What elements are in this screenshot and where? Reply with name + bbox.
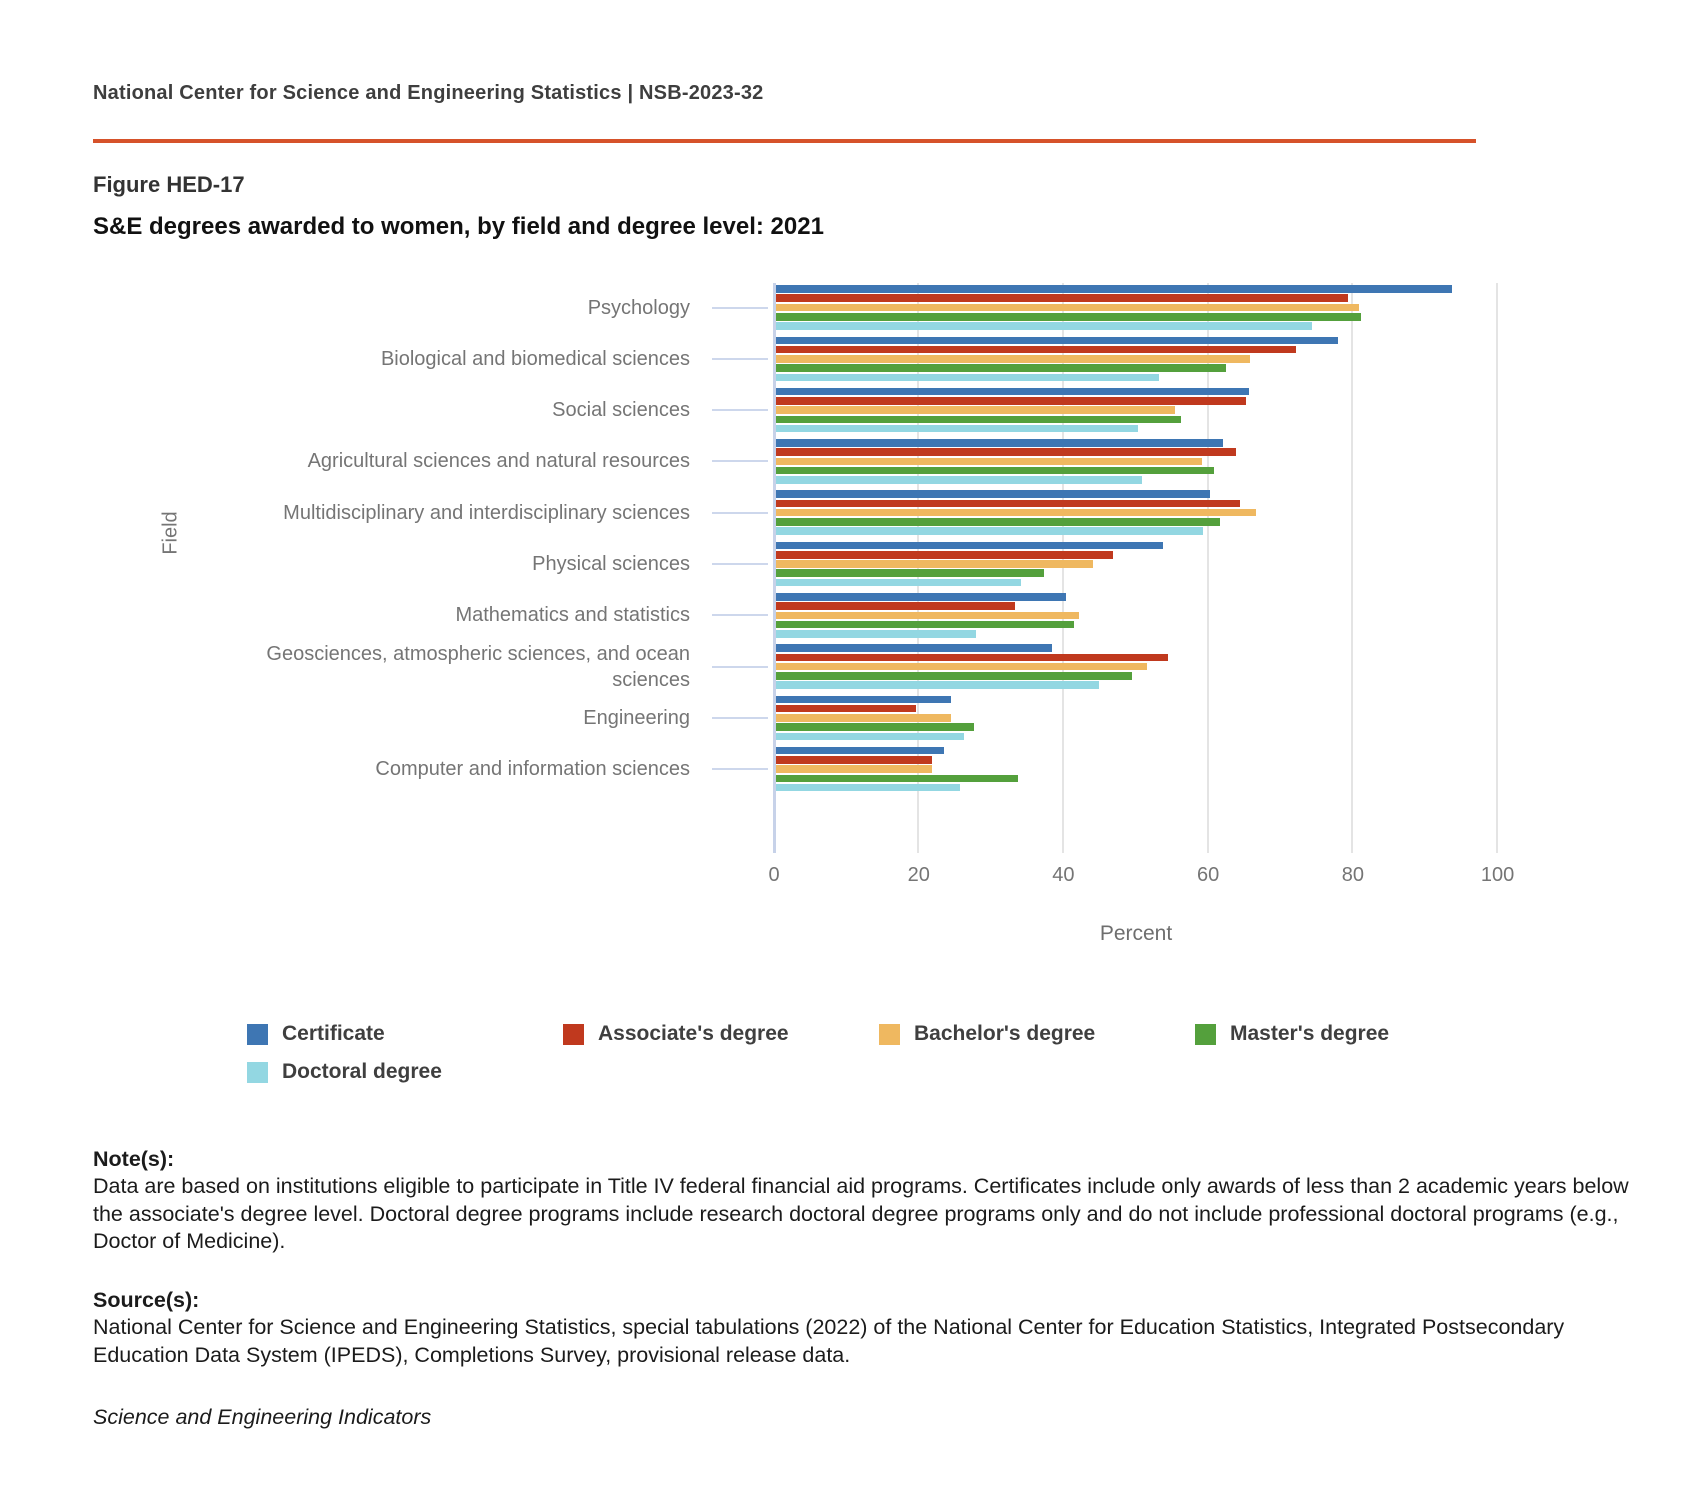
bar-doctoral-degree-physical-sciences[interactable] [776, 579, 1021, 587]
legend-swatch-master-s-degree [1195, 1024, 1216, 1045]
legend-label: Master's degree [1230, 1022, 1390, 1045]
category-label-engineering: Engineering [583, 706, 690, 729]
bar-bachelor-s-degree-computer-and-information-sciences[interactable] [776, 765, 932, 773]
bar-bachelor-s-degree-multidisciplinary-and-interdisciplinary-sciences[interactable] [776, 509, 1256, 517]
bar-associate-s-degree-psychology[interactable] [776, 294, 1348, 302]
category-tick-mark [712, 409, 768, 411]
legend-item-master-s-degree[interactable] [1195, 1022, 1511, 1046]
bar-master-s-degree-computer-and-information-sciences[interactable] [776, 775, 1018, 783]
bar-bachelor-s-degree-geosciences-atmospheric-sciences-and-ocean-sciences[interactable] [776, 663, 1148, 671]
bar-associate-s-degree-engineering[interactable] [776, 705, 916, 713]
category-tick-mark [712, 614, 768, 616]
x-tick-label-100: 100 [1480, 864, 1515, 886]
bar-master-s-degree-engineering[interactable] [776, 723, 974, 731]
category-label-multidisciplinary-and-interdisciplinary-sciences: Multidisciplinary and interdisciplinary sciences [283, 501, 690, 524]
category-label-physical-sciences: Physical sciences [532, 553, 690, 575]
gridline-80 [1351, 283, 1353, 853]
bar-doctoral-degree-biological-and-biomedical-sciences[interactable] [776, 374, 1159, 382]
x-tick-label-20: 20 [907, 864, 930, 886]
figure-number: Figure HED-17 [93, 172, 245, 197]
bar-associate-s-degree-agricultural-sciences-and-natural-resources[interactable] [776, 448, 1236, 456]
bar-certificate-engineering[interactable] [776, 696, 952, 704]
x-tick-label-60: 60 [1197, 864, 1220, 886]
bar-bachelor-s-degree-mathematics-and-statistics[interactable] [776, 612, 1079, 620]
legend-item-doctoral-degree[interactable] [247, 1060, 563, 1084]
bar-associate-s-degree-biological-and-biomedical-sciences[interactable] [776, 346, 1296, 354]
bar-certificate-agricultural-sciences-and-natural-resources[interactable] [776, 439, 1223, 447]
bar-associate-s-degree-social-sciences[interactable] [776, 397, 1246, 405]
x-tick-label-40: 40 [1052, 864, 1075, 886]
bar-certificate-multidisciplinary-and-interdisciplinary-sciences[interactable] [776, 490, 1210, 498]
category-label-social-sciences: Social sciences [552, 399, 690, 422]
legend-label: Bachelor's degree [914, 1022, 1096, 1045]
bar-certificate-biological-and-biomedical-sciences[interactable] [776, 337, 1338, 345]
bar-certificate-social-sciences[interactable] [776, 388, 1249, 396]
source-section [93, 1287, 1661, 1369]
gridline-100 [1496, 283, 1498, 853]
x-tick-label-0: 0 [768, 864, 780, 886]
bar-master-s-degree-social-sciences[interactable] [776, 416, 1181, 424]
indicators-footer: Science and Engineering Indicators [93, 1405, 432, 1429]
y-axis-title: Field [159, 511, 182, 555]
bar-certificate-psychology[interactable] [776, 285, 1453, 293]
notes-section [93, 1146, 1661, 1255]
chart-legend [247, 1022, 1547, 1084]
bar-master-s-degree-geosciences-atmospheric-sciences-and-ocean-sciences[interactable] [776, 672, 1133, 680]
bar-certificate-mathematics-and-statistics[interactable] [776, 593, 1066, 601]
bar-certificate-physical-sciences[interactable] [776, 542, 1163, 550]
bar-master-s-degree-agricultural-sciences-and-natural-resources[interactable] [776, 467, 1214, 475]
bar-master-s-degree-mathematics-and-statistics[interactable] [776, 621, 1074, 629]
category-tick-mark [712, 768, 768, 770]
bar-doctoral-degree-multidisciplinary-and-interdisciplinary-sciences[interactable] [776, 527, 1204, 535]
category-label-geosciences-atmospheric-sciences-and-ocean-sciences: Geosciences, atmospheric sciences, and ocean sciences [266, 642, 690, 691]
category-tick-mark [712, 717, 768, 719]
bar-doctoral-degree-agricultural-sciences-and-natural-resources[interactable] [776, 476, 1143, 484]
source-body: National Center for Science and Engineering Statistics, special tabulations (2022) of the National Center for Education Statistics, Integrated Postsecondary Education Data System (IPEDS), Completions Survey, provisional release data. [93, 1315, 1565, 1367]
bar-bachelor-s-degree-biological-and-biomedical-sciences[interactable] [776, 355, 1251, 363]
legend-item-bachelor-s-degree[interactable] [879, 1022, 1195, 1046]
bar-associate-s-degree-geosciences-atmospheric-sciences-and-ocean-sciences[interactable] [776, 654, 1168, 662]
bar-certificate-computer-and-information-sciences[interactable] [776, 747, 945, 755]
bar-doctoral-degree-social-sciences[interactable] [776, 425, 1138, 433]
bar-master-s-degree-multidisciplinary-and-interdisciplinary-sciences[interactable] [776, 518, 1221, 526]
bar-master-s-degree-biological-and-biomedical-sciences[interactable] [776, 364, 1227, 372]
x-tick-label-80: 80 [1341, 864, 1364, 886]
bar-doctoral-degree-psychology[interactable] [776, 322, 1312, 330]
bar-bachelor-s-degree-social-sciences[interactable] [776, 406, 1175, 414]
category-tick-mark [712, 307, 768, 309]
x-axis-title: Percent [1099, 922, 1173, 945]
bar-master-s-degree-physical-sciences[interactable] [776, 569, 1044, 577]
legend-swatch-certificate [247, 1024, 268, 1045]
legend-label: Doctoral degree [282, 1060, 442, 1083]
legend-item-certificate[interactable] [247, 1022, 563, 1046]
category-label-computer-and-information-sciences: Computer and information sciences [375, 758, 690, 781]
bar-bachelor-s-degree-agricultural-sciences-and-natural-resources[interactable] [776, 458, 1203, 466]
legend-swatch-doctoral-degree [247, 1062, 268, 1083]
bar-doctoral-degree-engineering[interactable] [776, 733, 964, 741]
bar-associate-s-degree-physical-sciences[interactable] [776, 551, 1113, 559]
bar-doctoral-degree-mathematics-and-statistics[interactable] [776, 630, 976, 638]
legend-item-associate-s-degree[interactable] [563, 1022, 879, 1046]
category-label-psychology: Psychology [587, 296, 690, 319]
bar-associate-s-degree-computer-and-information-sciences[interactable] [776, 756, 932, 764]
accent-rule [93, 139, 1476, 143]
category-tick-mark [712, 358, 768, 360]
bar-associate-s-degree-multidisciplinary-and-interdisciplinary-sciences[interactable] [776, 500, 1241, 508]
category-tick-mark [712, 666, 768, 668]
bar-bachelor-s-degree-psychology[interactable] [776, 304, 1359, 312]
legend-swatch-bachelor-s-degree [879, 1024, 900, 1045]
category-tick-mark [712, 460, 768, 462]
bar-master-s-degree-psychology[interactable] [776, 313, 1361, 321]
notes-heading: Note(s): [93, 1147, 175, 1171]
bar-certificate-geosciences-atmospheric-sciences-and-ocean-sciences[interactable] [776, 644, 1052, 652]
category-tick-mark [712, 563, 768, 565]
category-label-mathematics-and-statistics: Mathematics and statistics [455, 604, 690, 627]
legend-label: Certificate [282, 1022, 385, 1045]
source-heading: Source(s): [93, 1288, 200, 1312]
bar-bachelor-s-degree-engineering[interactable] [776, 714, 951, 722]
category-tick-mark [712, 512, 768, 514]
bar-doctoral-degree-geosciences-atmospheric-sciences-and-ocean-sciences[interactable] [776, 681, 1099, 689]
category-label-agricultural-sciences-and-natural-resources: Agricultural sciences and natural resources [307, 450, 690, 473]
legend-swatch-associate-s-degree [563, 1024, 584, 1045]
bar-doctoral-degree-computer-and-information-sciences[interactable] [776, 784, 961, 792]
bar-bachelor-s-degree-physical-sciences[interactable] [776, 560, 1094, 568]
legend-label: Associate's degree [598, 1022, 789, 1045]
figure-title: S&E degrees awarded to women, by field and degree level: 2021 [93, 213, 824, 240]
bar-associate-s-degree-mathematics-and-statistics[interactable] [776, 602, 1015, 610]
category-label-biological-and-biomedical-sciences: Biological and biomedical sciences [380, 347, 690, 370]
report-header: National Center for Science and Engineering Statistics | NSB-2023-32 [93, 82, 764, 104]
notes-body: Data are based on institutions eligible to participate in Title IV federal financial aid programs. Certificates include only awards of less than 2 academic years below the associate's degree level. Doctoral degree programs include research doctoral degree programs only and do not include professional doctoral programs (e.g., Doctor of Medicine). [93, 1174, 1629, 1253]
